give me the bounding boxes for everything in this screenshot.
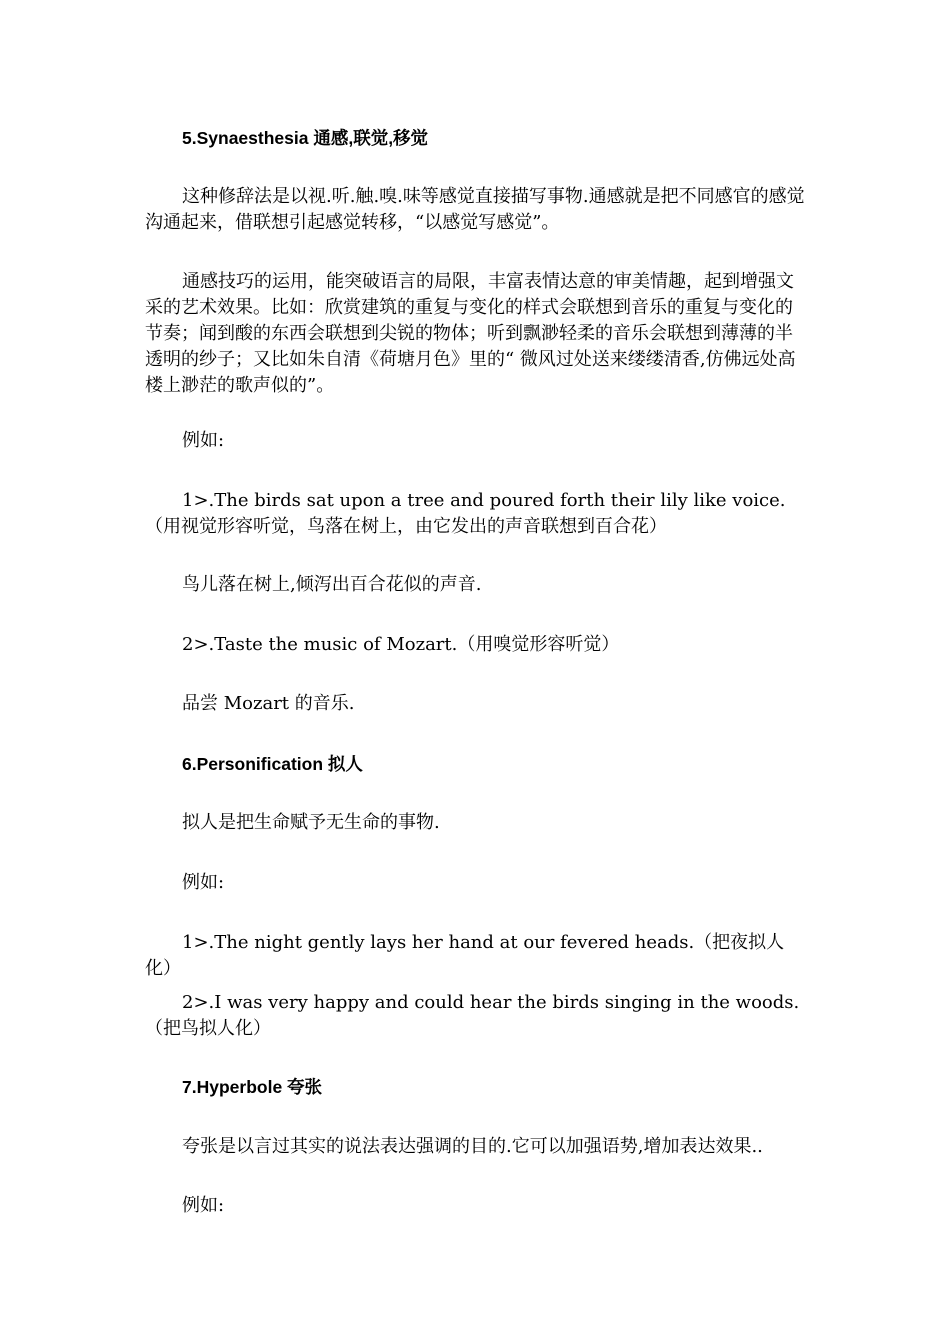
paragraph-hyperbole-definition: 夸张是以言过其实的说法表达强调的目的.它可以加强语势,增加表达效果.. — [182, 1136, 763, 1157]
paragraph-example-2-translation: 品尝 Mozart 的音乐. — [182, 693, 355, 714]
paragraph-synaesthesia-definition: 这种修辞法是以视.听.触.嗅.味等感觉直接描写事物.通感就是把不同感官的感觉沟通起来，借联想引起感觉转移，“以感觉写感觉”。 — [145, 186, 805, 233]
paragraph-example-1: 1>.The birds sat upon a tree and poured forth their lily like voice.（用视觉形容听觉，鸟落在树上，由它发出的声音联想到百合花） — [145, 490, 786, 537]
section-heading-personification: 6.Personification 拟人 — [182, 754, 363, 774]
section-heading-synaesthesia: 5.Synaesthesia 通感,联觉,移觉 — [182, 128, 429, 148]
paragraph-example-label: 例如: — [182, 1195, 225, 1216]
paragraph-personification-example-2: 2>.I was very happy and could hear the birds singing in the woods.（把鸟拟人化） — [145, 992, 800, 1039]
paragraph-example-2: 2>.Taste the music of Mozart.（用嗅觉形容听觉） — [182, 634, 620, 655]
paragraph-personification-example-1: 1>.The night gently lays her hand at our fevered heads.（把夜拟人化） — [145, 932, 785, 979]
paragraph-example-label: 例如: — [182, 430, 225, 451]
section-heading-hyperbole: 7.Hyperbole 夸张 — [182, 1077, 323, 1097]
paragraph-personification-definition: 拟人是把生命赋予无生命的事物. — [182, 812, 440, 833]
paragraph-synaesthesia-usage: 通感技巧的运用，能突破语言的局限，丰富表情达意的审美情趣，起到增强文采的艺术效果。比如：欣赏建筑的重复与变化的样式会联想到音乐的重复与变化的节奏；闻到酸的东西会联想到尖锐的物体；听到飘渺轻柔的音乐会联想到薄薄的半透明的纱子；又比如朱自清《荷塘月色》里的“ 微风过处送来缕缕清香,仿佛远处高楼上渺茫的歌声似的”。 — [145, 271, 796, 396]
paragraph-example-label: 例如: — [182, 872, 225, 893]
paragraph-example-1-translation: 鸟儿落在树上,倾泻出百合花似的声音. — [182, 574, 482, 595]
